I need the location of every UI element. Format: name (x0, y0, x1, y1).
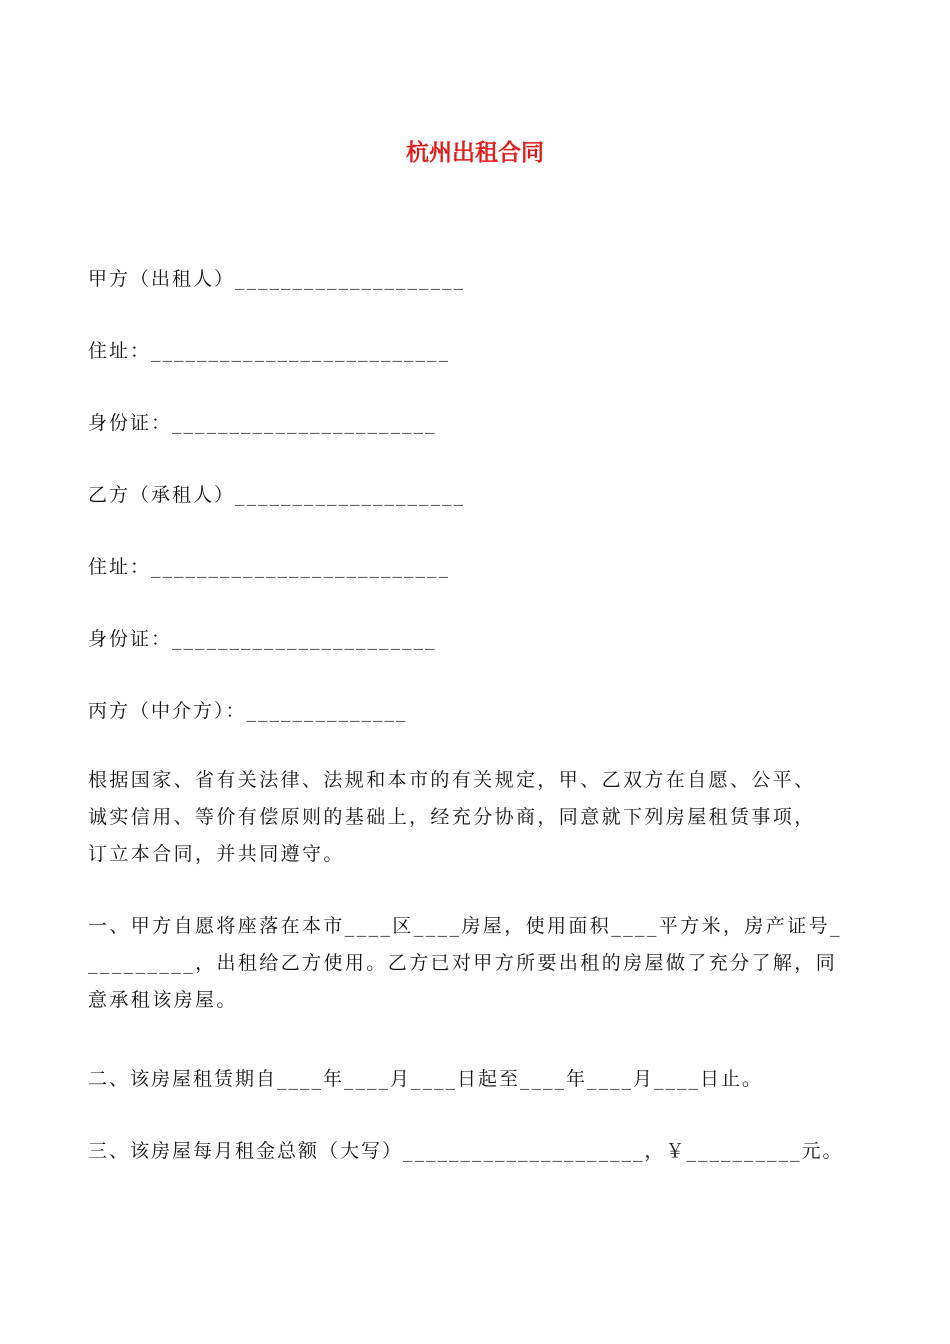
document-title: 杭州出租合同 (406, 140, 544, 166)
party-b-line: 乙方（承租人）____________________ (88, 484, 466, 506)
clause-1-paragraph (88, 908, 868, 1019)
preamble-line: 诚实信用、等价有偿原则的基础上，经充分协商，同意就下列房屋租赁事项， (88, 806, 816, 828)
preamble-paragraph (88, 762, 868, 873)
party-b-id-line: 身份证：_______________________ (88, 628, 437, 650)
party-a-address-line: 住址：__________________________ (88, 340, 451, 362)
party-b-address-line: 住址：__________________________ (88, 556, 451, 578)
party-a-line: 甲方（出租人）____________________ (88, 268, 466, 290)
clause-1-line: 一、甲方自愿将座落在本市____区____房屋，使用面积____平方米，房产证号_ (88, 915, 842, 937)
clause-3-line: 三、该房屋每月租金总额（大写）_____________________，￥__________元。 (88, 1140, 844, 1162)
clause-1-line: _________，出租给乙方使用。乙方已对甲方所要出租的房屋做了充分了解，同 (88, 952, 838, 974)
party-a-id-line: 身份证：_______________________ (88, 412, 437, 434)
preamble-line: 订立本合同，并共同遵守。 (88, 843, 345, 865)
clause-1-line: 意承租该房屋。 (88, 989, 238, 1011)
preamble-line: 根据国家、省有关法律、法规和本市的有关规定，甲、乙双方在自愿、公平、 (88, 769, 816, 791)
party-c-line: 丙方（中介方）：______________ (88, 700, 408, 722)
clause-2-line: 二、该房屋租赁期自____年____月____日起至____年____月____日止。 (88, 1068, 764, 1090)
